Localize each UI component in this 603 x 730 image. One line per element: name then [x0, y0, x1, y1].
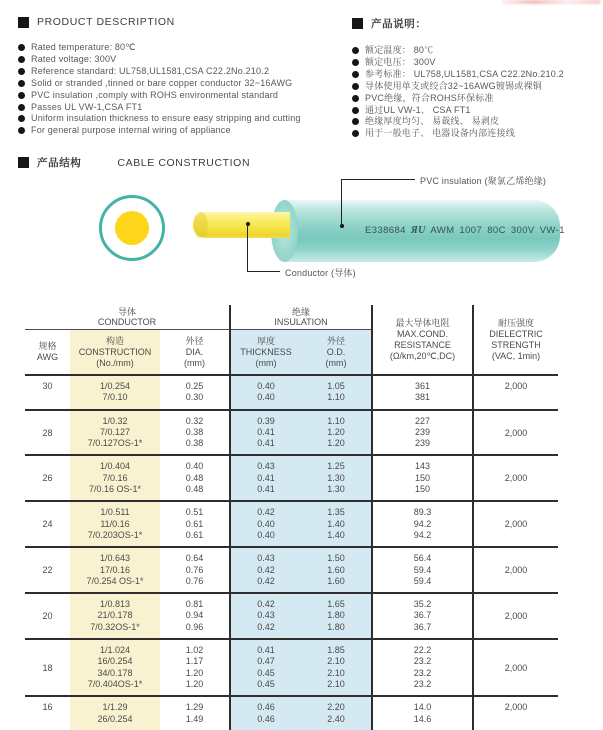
- cell-value: 1.29: [185, 702, 204, 713]
- cell-value: 1.35: [327, 507, 345, 518]
- bullet-icon: [18, 68, 25, 75]
- cell-value: 1.40: [327, 529, 345, 540]
- conductor-label: Conductor (导体): [285, 268, 356, 278]
- cell-value: 1.80: [327, 610, 345, 621]
- cell-value: 22.2: [413, 645, 432, 656]
- cell-value: 1.60: [327, 575, 345, 586]
- cell-value: 0.43: [257, 610, 275, 621]
- bullet-icon: [352, 83, 359, 90]
- construction-cell: [70, 375, 160, 410]
- cell-value: 2.10: [327, 656, 345, 667]
- dielectric-column-header: 耐压强度 DIELECTRIC STRENGTH (VAC, 1min): [473, 305, 558, 375]
- cell-value: 0.48: [185, 484, 204, 495]
- ul-file-number: E338684: [365, 225, 406, 236]
- cell-value: 26/0.254: [97, 713, 133, 724]
- cell-value: 1.80: [327, 621, 345, 632]
- cell-value: 7/0.127: [99, 426, 131, 437]
- cell-value: 0.48: [185, 472, 204, 483]
- bullet-text: 导体使用单支或绞合32~16AWG镀锡或裸铜: [365, 80, 542, 91]
- cell-value: 7/0.32OS-1*: [90, 621, 140, 632]
- section-title: 产品说明：: [371, 18, 427, 30]
- dia-cell: [160, 410, 230, 456]
- section-title: PRODUCT DESCRIPTION: [37, 16, 175, 28]
- dia-cell: [160, 547, 230, 593]
- leader-line: [341, 179, 342, 226]
- cell-value: 1/0.254: [99, 381, 131, 391]
- cell-value: 11/0.16: [100, 518, 130, 529]
- cell-value: 94.2: [413, 529, 432, 540]
- od-cell: [301, 455, 372, 501]
- cell-value: 1.10: [327, 392, 345, 403]
- cell-value: 0.76: [185, 564, 204, 575]
- bullet-icon: [352, 107, 359, 114]
- thickness-cell: [230, 410, 301, 456]
- dia-cell: [160, 455, 230, 501]
- thickness-cell: [230, 547, 301, 593]
- dia-cell: [160, 696, 230, 730]
- section-title-en: CABLE CONSTRUCTION: [117, 156, 251, 169]
- cell-value: 1.85: [327, 645, 345, 656]
- leader-line: [247, 224, 248, 271]
- cell-value: 0.45: [257, 678, 275, 689]
- bullet-item: [352, 116, 602, 128]
- cell-value: 14.6: [413, 713, 432, 724]
- thickness-cell: [230, 501, 301, 547]
- resistance-cell: [372, 501, 473, 547]
- cell-value: 1.30: [327, 472, 345, 483]
- dia-column-header: 外径 DIA. (mm): [160, 330, 230, 376]
- cell-value: 0.46: [257, 702, 275, 713]
- awg-cell: 16: [42, 702, 53, 713]
- cell-value: 0.41: [257, 426, 275, 437]
- bullet-icon: [18, 80, 25, 87]
- od-cell: [301, 639, 372, 696]
- bullet-text: Uniform insulation thickness to ensure easy stripping and cutting: [31, 113, 301, 124]
- bullet-item: [18, 78, 353, 90]
- leader-line: [341, 179, 415, 180]
- od-cell: [301, 410, 372, 456]
- construction-cell: [70, 696, 160, 730]
- cell-value: 381: [414, 392, 431, 403]
- cell-value: 0.32: [185, 415, 204, 426]
- bullet-text: Solid or stranded ,tinned or bare copper conductor 32~16AWG: [31, 77, 293, 88]
- table-group-header-row: [25, 305, 558, 330]
- awg-cell: 28: [25, 410, 70, 456]
- cell-value: 150: [414, 472, 431, 483]
- cell-value: 16/0.254: [97, 656, 133, 667]
- bullet-item: [18, 54, 353, 66]
- spec-table-body: [25, 375, 558, 730]
- cell-value: 34/0.178: [97, 667, 133, 678]
- resistance-cell: [372, 375, 473, 410]
- dielectric-cell: 2,000: [473, 547, 558, 593]
- bullet-text: Rated voltage: 300V: [31, 53, 117, 64]
- table-row: [25, 593, 558, 639]
- construction-cell: [70, 639, 160, 696]
- product-description-list: [18, 42, 353, 137]
- cell-value: 0.42: [257, 575, 275, 586]
- table-row: [25, 375, 558, 410]
- bullet-text: 额定电压： 300V: [365, 56, 436, 67]
- bullet-icon: [18, 104, 25, 111]
- bullet-icon: [352, 95, 359, 102]
- spec-table: [25, 305, 558, 730]
- bullet-icon: [352, 71, 359, 78]
- cell-value: 21/0.178: [97, 610, 133, 621]
- construction-cell: [70, 547, 160, 593]
- bullet-text: 额定温度： 80℃: [365, 45, 434, 55]
- awg-cell: 24: [25, 501, 70, 547]
- cell-value: 1.20: [327, 426, 345, 437]
- cable-construction-header: [18, 155, 250, 170]
- cell-value: 0.42: [257, 507, 275, 518]
- resistance-cell: [372, 455, 473, 501]
- dielectric-cell: 2,000: [473, 375, 558, 410]
- od-cell: [301, 501, 372, 547]
- cell-value: 1/1.29: [102, 702, 128, 713]
- bullet-item: [18, 125, 353, 137]
- cell-value: 2.20: [327, 702, 345, 713]
- bullet-item: [352, 57, 602, 69]
- cell-value: 1.10: [327, 415, 345, 426]
- cell-value: 36.7: [413, 621, 432, 632]
- cell-value: 1.20: [185, 678, 204, 689]
- cable-cross-section: [99, 195, 165, 261]
- construction-cell: [70, 410, 160, 456]
- cell-value: 0.42: [257, 621, 275, 632]
- cell-value: 1.49: [185, 713, 204, 724]
- cell-value: 0.40: [185, 461, 204, 472]
- cell-value: 1/0.32: [102, 415, 128, 426]
- product-description-section: [18, 16, 353, 137]
- construction-cell: [70, 593, 160, 639]
- construction-column-header: 构造 CONSTRUCTION (No./mm): [70, 330, 160, 376]
- awg-cell: 18: [25, 639, 70, 696]
- cell-value: 0.42: [257, 564, 275, 575]
- cell-value: 1.20: [185, 667, 204, 678]
- bullet-item: [352, 69, 602, 81]
- bullet-text: Reference standard: UL758,UL1581,CSA C22.2No.210.2: [31, 65, 270, 76]
- product-description-header: [18, 16, 353, 28]
- bullet-text: For general purpose internal wiring of appliance: [31, 125, 231, 136]
- bullet-text: 用于一般电子、 电器设备内部连接线: [365, 128, 515, 139]
- dia-cell: [160, 501, 230, 547]
- cell-value: 0.41: [257, 472, 275, 483]
- product-notes-section: [352, 16, 602, 140]
- cell-value: 143: [414, 461, 431, 472]
- cell-value: 0.41: [257, 484, 275, 495]
- bullet-item: [352, 81, 602, 93]
- bullet-text: PVC绝缘，符合ROHS环保标准: [365, 92, 494, 103]
- cell-value: 1.02: [185, 645, 204, 656]
- bullet-icon: [352, 59, 359, 66]
- cell-value: 239: [414, 438, 431, 449]
- cell-value: 1.50: [327, 553, 345, 564]
- dia-cell: [160, 593, 230, 639]
- bullet-text: 参考标准： UL758,UL1581,CSA C22.2No.210.2: [365, 68, 564, 79]
- cell-value: 0.40: [257, 529, 275, 540]
- cell-value: 2.40: [327, 713, 345, 724]
- resistance-cell: [372, 547, 473, 593]
- cutoff-logo-artifact: [502, 0, 600, 4]
- cell-value: 7/0.127OS-1*: [87, 438, 143, 449]
- od-cell: [301, 696, 372, 730]
- cell-value: 7/0.16 OS-1*: [88, 484, 142, 495]
- cell-value: 7/0.404OS-1*: [87, 678, 143, 689]
- cell-value: 1.40: [327, 518, 345, 529]
- cell-value: 2.10: [327, 678, 345, 689]
- awg-column-header: 规格 AWG: [25, 330, 70, 376]
- dia-cell: [160, 375, 230, 410]
- cell-value: 0.38: [185, 426, 204, 437]
- bullet-item: [18, 113, 353, 125]
- cell-value: 1/1.024: [99, 645, 131, 656]
- product-notes-header: [352, 16, 602, 31]
- conductor-rod: [193, 212, 290, 238]
- table-row: [25, 547, 558, 593]
- cell-value: 0.30: [185, 392, 204, 403]
- awg-cell: 30: [25, 375, 70, 410]
- dielectric-cell: 2,000: [473, 696, 558, 730]
- table-row: [25, 410, 558, 456]
- od-cell: [301, 593, 372, 639]
- cell-value: 94.2: [413, 518, 432, 529]
- conductor-group-header: 导体 CONDUCTOR: [25, 305, 230, 330]
- cell-value: 239: [414, 426, 431, 437]
- cell-value: 1/0.511: [100, 507, 130, 518]
- cell-value: 0.96: [185, 621, 204, 632]
- awg-cell: 20: [25, 593, 70, 639]
- od-column-header: 外径 O.D. (mm): [301, 330, 372, 376]
- cell-value: 7/0.203OS-1*: [87, 529, 143, 540]
- cell-value: 2.10: [327, 667, 345, 678]
- cell-value: 14.0: [413, 702, 432, 713]
- cable-insulation: [284, 200, 565, 262]
- cell-value: 1.05: [327, 381, 345, 391]
- bullet-item: [18, 90, 353, 102]
- thickness-cell: [230, 639, 301, 696]
- cell-value: 89.3: [413, 507, 432, 518]
- bullet-item: [18, 42, 353, 54]
- cable-spec-text: AWM 1007 80C 300V VW-1: [430, 225, 565, 236]
- cell-value: 0.41: [257, 645, 275, 656]
- construction-cell: [70, 455, 160, 501]
- cell-value: 36.7: [413, 610, 432, 621]
- thickness-column-header: 厚度 THICKNESS (mm): [230, 330, 301, 376]
- dielectric-cell: 2,000: [473, 593, 558, 639]
- table-row: [25, 501, 558, 547]
- cell-value: 1.30: [327, 484, 345, 495]
- resistance-cell: [372, 696, 473, 730]
- cell-value: 0.47: [257, 656, 275, 667]
- bullet-item: [352, 105, 602, 117]
- cell-value: 0.81: [185, 599, 204, 610]
- thickness-cell: [230, 455, 301, 501]
- bullet-text: Rated temperature: 80℃: [31, 42, 136, 52]
- bullet-icon: [352, 118, 359, 125]
- cell-value: 0.94: [185, 610, 204, 621]
- cell-value: 59.4: [413, 564, 432, 575]
- cell-value: 7/0.16: [102, 472, 128, 483]
- cell-value: 1/0.643: [99, 553, 131, 564]
- cell-value: 1.25: [327, 461, 345, 472]
- insulation-group-header: 绝缘 INSULATION: [230, 305, 372, 330]
- bullet-text: Passes UL VW-1,CSA FT1: [31, 101, 143, 112]
- table-row: [25, 455, 558, 501]
- bullet-icon: [18, 92, 25, 99]
- dielectric-cell: 2,000: [473, 639, 558, 696]
- bullet-icon: [18, 127, 25, 134]
- cable-print-text: [365, 225, 565, 236]
- thickness-cell: [230, 696, 301, 730]
- cell-value: 0.64: [185, 553, 204, 564]
- bullet-item: [352, 45, 602, 57]
- cell-value: 35.2: [413, 599, 432, 610]
- ul-recognized-mark-icon: ЯU: [410, 225, 426, 236]
- cell-value: 0.41: [257, 438, 275, 449]
- bullet-text: PVC insulation ,comply with ROHS environmental standard: [31, 89, 279, 100]
- leader-line: [247, 271, 280, 272]
- black-square-icon: [352, 18, 363, 29]
- black-square-icon: [18, 17, 29, 28]
- cell-value: 0.45: [257, 667, 275, 678]
- table-row: [25, 696, 558, 730]
- cell-value: 0.51: [185, 507, 204, 518]
- bullet-item: [352, 93, 602, 105]
- cell-value: 0.40: [257, 381, 275, 391]
- cell-value: 23.2: [413, 667, 432, 678]
- cell-value: 150: [414, 484, 431, 495]
- bullet-item: [18, 102, 353, 114]
- cable-diagram: [0, 170, 603, 305]
- cell-value: 0.42: [257, 599, 275, 610]
- pvc-insulation-label: PVC insulation (聚氯乙烯绝缘): [420, 176, 547, 186]
- cell-value: 0.40: [257, 392, 275, 403]
- section-title-zh: 产品结构: [37, 157, 82, 169]
- cell-value: 1.60: [327, 564, 345, 575]
- bullet-icon: [18, 44, 25, 51]
- cell-value: 361: [414, 381, 431, 391]
- cell-value: 1.65: [327, 599, 345, 610]
- cell-value: 1/0.404: [99, 461, 131, 472]
- cell-value: 23.2: [413, 656, 432, 667]
- cell-value: 7/0.10: [102, 392, 128, 403]
- cell-value: 0.38: [185, 438, 204, 449]
- bullet-icon: [352, 47, 359, 54]
- cell-value: 17/0.16: [99, 564, 131, 575]
- resistance-cell: [372, 410, 473, 456]
- bullet-item: [18, 66, 353, 78]
- dia-cell: [160, 639, 230, 696]
- resistance-column-header: 最大导体电阻 MAX.COND. RESISTANCE (Ω/km,20℃,DC): [372, 305, 473, 375]
- dielectric-cell: 2,000: [473, 455, 558, 501]
- cell-value: 1.20: [327, 438, 345, 449]
- thickness-cell: [230, 375, 301, 410]
- construction-cell: [70, 501, 160, 547]
- bullet-text: 通过UL VW-1、 CSA FT1: [365, 104, 471, 115]
- resistance-cell: [372, 639, 473, 696]
- cell-value: 0.25: [185, 381, 204, 391]
- cell-value: 227: [414, 415, 431, 426]
- resistance-cell: [372, 593, 473, 639]
- cell-value: 23.2: [413, 678, 432, 689]
- awg-cell: 26: [25, 455, 70, 501]
- bullet-text: 绝缘厚度均匀、 易裁线、 易剥皮: [365, 116, 500, 127]
- black-square-icon: [18, 157, 29, 168]
- dielectric-cell: 2,000: [473, 410, 558, 456]
- cell-value: 0.39: [257, 415, 275, 426]
- cell-value: 56.4: [413, 553, 432, 564]
- cell-value: 0.61: [185, 529, 204, 540]
- cell-value: 7/0.254 OS-1*: [86, 575, 144, 586]
- conductor-cross-section: [115, 211, 149, 245]
- od-cell: [301, 547, 372, 593]
- cell-value: 0.40: [257, 518, 275, 529]
- od-cell: [301, 375, 372, 410]
- cell-value: 1/0.813: [99, 599, 131, 610]
- cell-value: 1.17: [185, 656, 204, 667]
- bullet-icon: [352, 130, 359, 137]
- dielectric-cell: 2,000: [473, 501, 558, 547]
- cell-value: 0.43: [257, 553, 275, 564]
- cell-value: 0.61: [185, 518, 204, 529]
- cell-value: 0.76: [185, 575, 204, 586]
- bullet-icon: [18, 56, 25, 63]
- product-notes-list: [352, 45, 602, 140]
- bullet-icon: [18, 115, 25, 122]
- bullet-item: [352, 128, 602, 140]
- cell-value: 59.4: [413, 575, 432, 586]
- thickness-cell: [230, 593, 301, 639]
- cell-value: 0.46: [257, 713, 275, 724]
- awg-cell: 22: [25, 547, 70, 593]
- table-row: [25, 639, 558, 696]
- cell-value: 0.43: [257, 461, 275, 472]
